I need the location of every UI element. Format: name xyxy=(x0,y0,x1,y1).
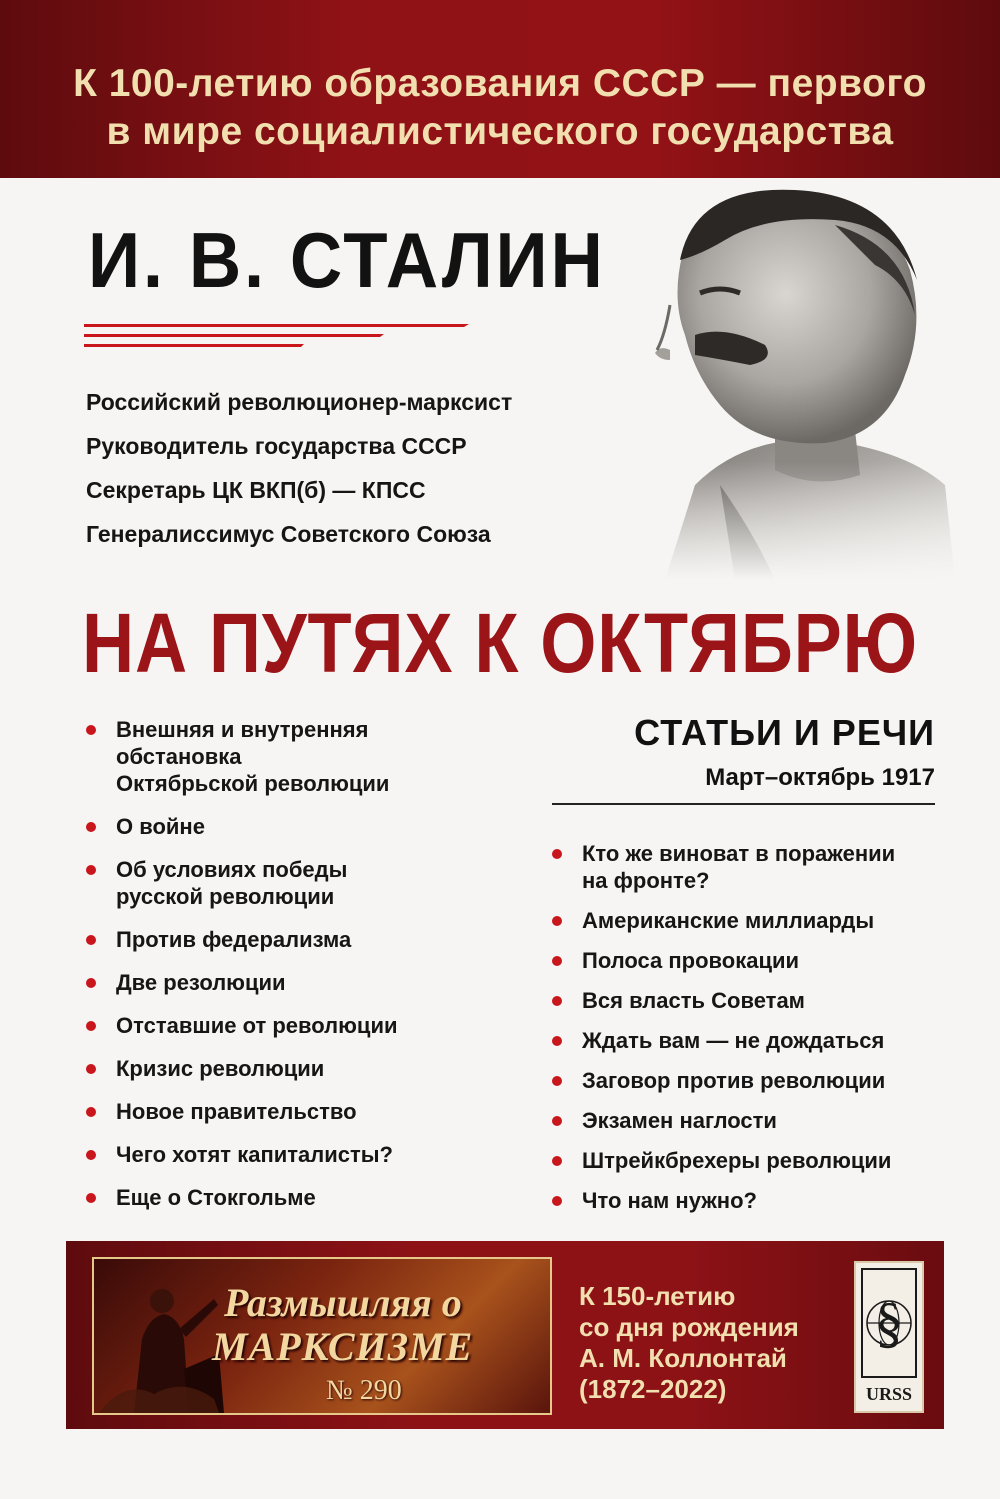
bullet-dot-icon xyxy=(86,1150,96,1160)
book-date-range: Март–октябрь 1917 xyxy=(705,764,935,791)
bullet-dot-icon xyxy=(552,849,562,859)
contents-item-line: Кризис революции xyxy=(116,1056,325,1081)
bullet-dot-icon xyxy=(86,1064,96,1074)
publisher-logo xyxy=(854,1261,924,1413)
author-title: Секретарь ЦК ВКП(б) — КПСС xyxy=(86,477,426,503)
bullet-dot-icon xyxy=(86,1107,96,1117)
contents-item xyxy=(86,856,466,910)
contents-item-line: обстановка xyxy=(116,744,242,769)
anniversary-line: А. М. Коллонтай xyxy=(579,1343,787,1373)
contents-list-right xyxy=(552,840,952,1227)
bottom-banner xyxy=(66,1241,944,1429)
contents-item-line: Еще о Стокгольме xyxy=(116,1185,316,1210)
contents-item xyxy=(86,1012,466,1039)
bullet-dot-icon xyxy=(552,1036,562,1046)
contents-item xyxy=(552,840,952,894)
bullet-dot-icon xyxy=(552,1076,562,1086)
contents-item xyxy=(552,987,952,1014)
contents-item-line: Внешняя и внутренняя xyxy=(116,717,369,742)
banner-line-2: в мире социалистического государства xyxy=(106,110,894,153)
contents-item-line: на фронте? xyxy=(582,868,710,893)
anniversary-text xyxy=(579,1281,799,1405)
bullet-dot-icon xyxy=(552,1156,562,1166)
contents-item xyxy=(86,1184,466,1211)
book-subtitle: СТАТЬИ И РЕЧИ xyxy=(634,712,935,753)
book-title: НА ПУТЯХ К ОКТЯБРЮ xyxy=(81,596,919,690)
svg-text:§: § xyxy=(875,1292,903,1354)
contents-item-line: Отставшие от революции xyxy=(116,1013,398,1038)
bullet-dot-icon xyxy=(86,865,96,875)
contents-item xyxy=(86,1055,466,1082)
contents-item-line: Против федерализма xyxy=(116,927,352,952)
contents-item-line: Заговор против революции xyxy=(582,1068,886,1093)
author-title: Руководитель государства СССР xyxy=(86,433,467,459)
contents-item xyxy=(552,1027,952,1054)
banner-line-1: К 100-летию образования СССР — первого xyxy=(73,62,927,105)
contents-item xyxy=(552,1107,952,1134)
section-sign-globe-icon xyxy=(856,1263,922,1383)
author-portrait xyxy=(625,185,955,580)
top-banner xyxy=(0,0,1000,178)
contents-item xyxy=(552,907,952,934)
bullet-dot-icon xyxy=(86,1021,96,1031)
series-number: № 290 xyxy=(326,1375,402,1406)
contents-item xyxy=(552,947,952,974)
contents-item xyxy=(86,813,466,840)
contents-item xyxy=(552,1067,952,1094)
bullet-dot-icon xyxy=(86,1193,96,1203)
contents-item-line: Две резолюции xyxy=(116,970,286,995)
contents-item-line: О войне xyxy=(116,814,205,839)
contents-item-line: Американские миллиарды xyxy=(582,908,875,933)
bullet-dot-icon xyxy=(552,916,562,926)
series-title-line-2: МАРКСИЗМЕ xyxy=(212,1324,474,1369)
bullet-dot-icon xyxy=(552,996,562,1006)
bullet-dot-icon xyxy=(86,725,96,735)
contents-item-line: Кто же виноват в поражении xyxy=(582,841,896,866)
subtitle-divider xyxy=(552,803,935,805)
contents-item-line: Экзамен наглости xyxy=(582,1108,777,1133)
contents-item-line: Октябрьской революции xyxy=(116,771,390,796)
anniversary-line: К 150-летию xyxy=(579,1281,736,1311)
contents-item-line: Чего хотят капиталисты? xyxy=(116,1142,393,1167)
author-decorative-rule xyxy=(84,322,469,352)
contents-item-line: Новое правительство xyxy=(116,1099,357,1124)
series-panel xyxy=(92,1257,552,1415)
bullet-dot-icon xyxy=(552,956,562,966)
bullet-dot-icon xyxy=(86,822,96,832)
anniversary-line: со дня рождения xyxy=(579,1312,799,1342)
contents-item xyxy=(86,716,466,797)
contents-item-line: Штрейкбрехеры революции xyxy=(582,1148,892,1173)
author-titles xyxy=(86,380,512,556)
series-title-line-1: Размышляя о xyxy=(224,1280,462,1325)
contents-item-line: Что нам нужно? xyxy=(582,1188,757,1213)
bullet-dot-icon xyxy=(86,935,96,945)
publisher-name: URSS xyxy=(865,1384,913,1404)
contents-item xyxy=(86,969,466,996)
anniversary-line: (1872–2022) xyxy=(579,1374,727,1404)
contents-list-left xyxy=(86,716,466,1227)
contents-item-line: Ждать вам — не дождаться xyxy=(582,1028,885,1053)
contents-item xyxy=(86,926,466,953)
contents-item-line: Полоса провокации xyxy=(582,948,800,973)
bullet-dot-icon xyxy=(552,1196,562,1206)
bullet-dot-icon xyxy=(552,1116,562,1126)
author-title: Генералиссимус Советского Союза xyxy=(86,521,491,547)
author-name: И. В. СТАЛИН xyxy=(88,216,606,304)
contents-item xyxy=(552,1147,952,1174)
contents-item-line: Вся власть Советам xyxy=(582,988,805,1013)
contents-item-line: русской революции xyxy=(116,884,335,909)
bullet-dot-icon xyxy=(86,978,96,988)
contents-item-line: Об условиях победы xyxy=(116,857,348,882)
author-title: Российский революционер-марксист xyxy=(86,389,513,415)
contents-item xyxy=(86,1098,466,1125)
contents-item xyxy=(86,1141,466,1168)
contents-item xyxy=(552,1187,952,1214)
